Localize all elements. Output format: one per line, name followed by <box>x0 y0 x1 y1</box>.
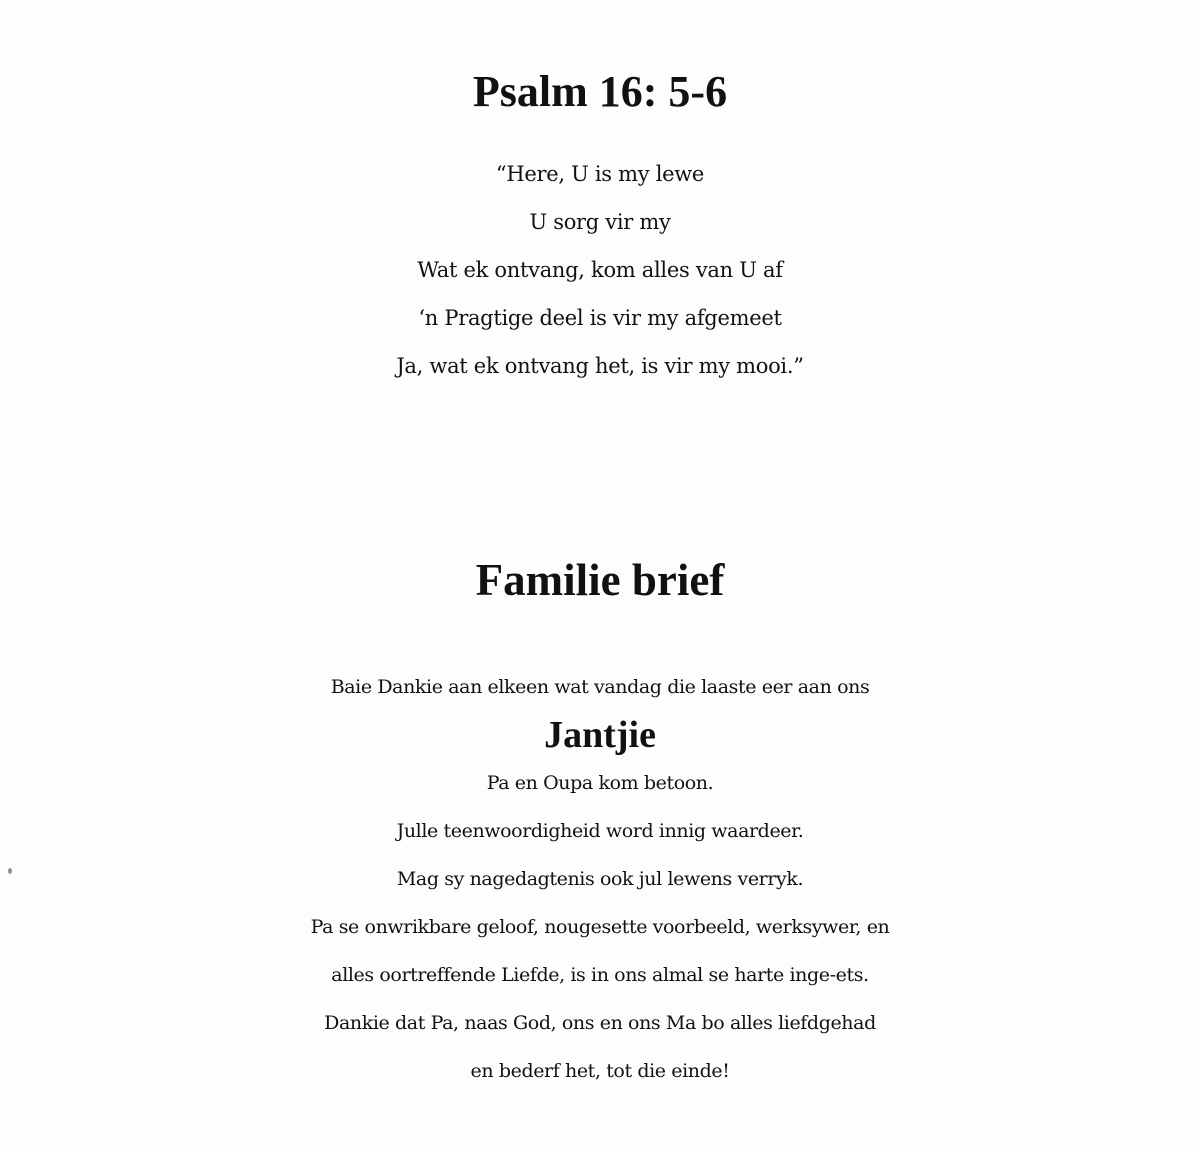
verse-line: Wat ek ontvang, kom alles van U af <box>417 258 783 282</box>
scan-speck <box>8 868 12 874</box>
letter-title: Familie brief <box>475 555 725 605</box>
letter-line: alles oortreffende Liefde, is in ons almal se harte inge-ets. <box>331 964 869 986</box>
verse-line: ‘n Pragtige deel is vir my afgemeet <box>418 306 782 330</box>
family-letter <box>0 663 1200 1095</box>
letter-line: Pa en Oupa kom betoon. <box>486 772 714 794</box>
verse-line: “Here, U is my lewe <box>495 162 705 186</box>
verse-line: U sorg vir my <box>529 210 671 234</box>
letter-opening-line: Baie Dankie aan elkeen wat vandag die laaste eer aan ons <box>330 676 870 698</box>
verse-line: Ja, wat ek ontvang het, is vir my mooi.” <box>396 354 804 378</box>
letter-line: Dankie dat Pa, naas God, ons en ons Ma bo alles liefdgehad <box>324 1012 876 1034</box>
letter-line: Mag sy nagedagtenis ook jul lewens verryk. <box>396 868 804 890</box>
letter-line: Pa se onwrikbare geloof, nougesette voorbeeld, werksywer, en <box>310 916 890 938</box>
psalm-verse <box>0 150 1200 390</box>
deceased-name: Jantjie <box>544 714 656 756</box>
psalm-title: Psalm 16: 5-6 <box>472 67 728 116</box>
letter-line: Julle teenwoordigheid word innig waardeer. <box>396 820 804 842</box>
letter-line: en bederf het, tot die einde! <box>470 1060 730 1082</box>
